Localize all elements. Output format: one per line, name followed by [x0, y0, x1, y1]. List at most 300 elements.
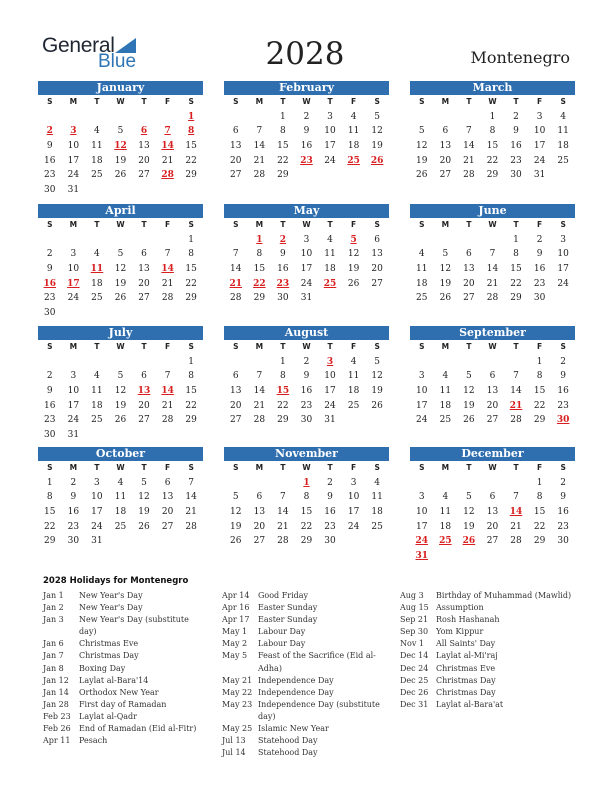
- month-header: April: [38, 204, 203, 218]
- holiday-name: Feast of the Sacrifice (Eid al-: [258, 651, 376, 661]
- holiday-name: Labour Day: [258, 627, 306, 637]
- day-cell: 13: [486, 507, 499, 518]
- day-cell: 28: [463, 170, 475, 181]
- holiday-name: Boxing Day: [79, 663, 126, 673]
- day-cell: 23: [557, 400, 569, 411]
- day-cell: 12: [439, 264, 452, 275]
- holiday-day-cell: 23: [276, 278, 290, 289]
- holiday-row: [222, 711, 384, 723]
- holiday-date: Jan 12: [43, 675, 69, 685]
- day-grid: [38, 461, 203, 549]
- day-cell: 20: [230, 400, 242, 411]
- day-cell: 10: [300, 249, 313, 260]
- day-cell: 3: [418, 371, 425, 382]
- day-cell: 13: [161, 492, 174, 503]
- weekday-label: F: [537, 220, 543, 229]
- day-cell: 19: [347, 264, 360, 275]
- day-cell: 13: [371, 249, 383, 260]
- weekday-label: S: [419, 220, 425, 229]
- day-cell: 29: [533, 415, 546, 426]
- day-cell: 20: [230, 155, 242, 166]
- day-cell: 2: [536, 234, 543, 245]
- holiday-name: Statehood Day: [258, 748, 318, 758]
- day-cell: 4: [560, 111, 567, 122]
- day-cell: 3: [536, 111, 543, 122]
- month-july: [38, 326, 203, 443]
- holiday-date: May 23: [222, 699, 253, 709]
- day-cell: 3: [560, 234, 567, 245]
- day-cell: 22: [300, 521, 313, 532]
- day-cell: 27: [439, 170, 452, 181]
- day-cell: 25: [91, 415, 103, 426]
- holiday-name: Independence Day (substitute: [258, 699, 380, 709]
- logo-text-general: General: [42, 34, 115, 57]
- day-cell: 6: [232, 371, 239, 382]
- day-cell: 19: [463, 521, 475, 532]
- day-cell: 28: [253, 170, 266, 181]
- day-cell: 21: [510, 521, 522, 532]
- holiday-row: [222, 638, 384, 650]
- generalblue-logo: [42, 34, 152, 74]
- day-cell: 12: [138, 492, 150, 503]
- day-cell: 6: [374, 234, 381, 245]
- holiday-name: Laylat al-Bara'at: [436, 699, 504, 709]
- weekday-label: T: [94, 97, 100, 106]
- day-cell: 28: [161, 415, 174, 426]
- holiday-row: [222, 687, 384, 699]
- weekday-label: S: [374, 220, 380, 229]
- day-cell: 31: [91, 536, 103, 547]
- holiday-row: [222, 699, 384, 711]
- holiday-row: [222, 614, 384, 626]
- day-cell: 26: [416, 170, 428, 181]
- empty-cell: [85, 233, 109, 248]
- weekday-label: F: [165, 97, 171, 106]
- day-cell: 7: [232, 249, 239, 260]
- day-cell: 16: [300, 386, 313, 397]
- day-cell: 16: [557, 507, 569, 518]
- empty-cell: [457, 355, 481, 370]
- holiday-name: Laylat al-Mi'raj: [436, 651, 498, 661]
- weekday-label: W: [302, 97, 311, 106]
- holiday-day-cell: 21: [509, 400, 523, 411]
- holiday-date: Aug 3: [400, 591, 424, 600]
- day-cell: 21: [463, 155, 475, 166]
- holiday-day-cell: 26: [370, 155, 384, 166]
- day-cell: 28: [510, 536, 522, 547]
- day-cell: 12: [416, 141, 428, 152]
- weekday-label: T: [280, 97, 286, 106]
- day-cell: 10: [533, 126, 546, 137]
- day-cell: 9: [303, 126, 310, 137]
- holiday-name: Independence Day: [258, 675, 334, 685]
- holiday-day-cell: 16: [43, 278, 57, 289]
- day-cell: 22: [277, 400, 289, 411]
- empty-cell: [85, 110, 109, 125]
- holiday-column: [400, 590, 572, 711]
- day-cell: 9: [46, 141, 53, 152]
- weekday-label: S: [188, 463, 194, 472]
- empty-cell: [504, 355, 528, 370]
- holiday-date: Aug 15: [400, 603, 429, 613]
- day-cell: 13: [439, 141, 452, 152]
- holiday-name: Islamic New Year: [258, 724, 329, 734]
- day-cell: 15: [533, 386, 546, 397]
- holiday-date: Sep 21: [400, 615, 429, 625]
- day-cell: 1: [536, 477, 543, 488]
- day-cell: 7: [164, 371, 171, 382]
- day-grid: [410, 218, 575, 306]
- day-cell: 28: [277, 536, 289, 547]
- holiday-name: Good Friday: [258, 591, 309, 600]
- holiday-date: Jul 13: [222, 736, 246, 746]
- holiday-date: May 5: [222, 651, 248, 661]
- holiday-row: [400, 590, 572, 602]
- holidays-title: 2028 Holidays for Montenegro: [43, 576, 189, 586]
- day-cell: 30: [44, 430, 56, 441]
- day-cell: 9: [327, 492, 333, 503]
- day-cell: 26: [371, 400, 383, 411]
- day-cell: 25: [91, 293, 103, 304]
- empty-cell: [434, 476, 458, 491]
- day-cell: 12: [114, 264, 127, 275]
- day-cell: 27: [230, 415, 242, 426]
- day-cell: 29: [185, 170, 197, 181]
- day-cell: 19: [439, 278, 452, 289]
- empty-cell: [224, 476, 248, 491]
- weekday-label: M: [69, 463, 78, 472]
- holiday-name: Pesach: [79, 736, 108, 746]
- empty-cell: [156, 355, 180, 370]
- weekday-label: T: [141, 97, 147, 106]
- day-cell: 28: [185, 521, 197, 532]
- day-cell: 11: [347, 371, 360, 382]
- weekday-label: T: [466, 463, 472, 472]
- month-header: May: [224, 204, 389, 218]
- holiday-name: Laylat al-Qadr: [79, 711, 137, 721]
- day-cell: 5: [466, 371, 472, 382]
- holiday-name: New Year's Day: [79, 603, 143, 613]
- weekday-label: S: [47, 97, 53, 106]
- day-cell: 15: [185, 264, 197, 275]
- weekday-label: M: [255, 97, 264, 106]
- day-cell: 4: [94, 371, 100, 382]
- day-cell: 26: [114, 415, 127, 426]
- day-cell: 6: [466, 249, 472, 260]
- weekday-label: S: [47, 463, 53, 472]
- day-cell: 12: [371, 371, 383, 382]
- day-cell: 25: [347, 400, 360, 411]
- day-cell: 11: [416, 264, 428, 275]
- day-cell: 5: [232, 492, 239, 503]
- holiday-column: [43, 590, 203, 747]
- holiday-name: Labour Day: [258, 639, 306, 649]
- day-grid: [410, 95, 575, 183]
- weekday-label: F: [165, 220, 171, 229]
- day-cell: 7: [256, 126, 263, 137]
- day-cell: 3: [303, 234, 310, 245]
- day-cell: 4: [442, 492, 449, 503]
- day-cell: 13: [230, 386, 242, 397]
- day-cell: 9: [46, 386, 53, 397]
- day-cell: 16: [533, 264, 546, 275]
- day-cell: 28: [510, 415, 522, 426]
- day-cell: 14: [463, 141, 475, 152]
- day-cell: 19: [230, 521, 242, 532]
- holiday-day-cell: 25: [347, 155, 360, 166]
- empty-cell: [224, 355, 248, 370]
- day-cell: 18: [347, 386, 360, 397]
- weekday-label: T: [513, 220, 519, 229]
- empty-cell: [481, 355, 505, 370]
- day-cell: 2: [513, 111, 519, 122]
- day-cell: 27: [463, 293, 475, 304]
- day-cell: 17: [324, 386, 336, 397]
- holiday-row: [400, 675, 572, 687]
- day-cell: 20: [463, 278, 475, 289]
- weekday-label: T: [513, 342, 519, 351]
- holiday-day-cell: 5: [350, 234, 357, 245]
- holiday-day-cell: 17: [67, 278, 80, 289]
- day-cell: 14: [253, 141, 266, 152]
- day-cell: 24: [67, 293, 80, 304]
- day-cell: 19: [114, 400, 127, 411]
- weekday-label: S: [419, 97, 425, 106]
- weekday-label: T: [327, 97, 333, 106]
- weekday-label: W: [116, 463, 125, 472]
- holiday-date: Dec 25: [400, 675, 429, 685]
- day-cell: 1: [513, 234, 519, 245]
- holiday-row: [222, 675, 384, 687]
- day-cell: 12: [347, 249, 360, 260]
- day-cell: 31: [67, 430, 80, 441]
- day-cell: 16: [324, 507, 336, 518]
- day-cell: 5: [141, 477, 147, 488]
- day-grid: [38, 218, 203, 321]
- empty-cell: [38, 233, 62, 248]
- holiday-day-cell: 2: [46, 126, 53, 137]
- month-april: [38, 204, 203, 321]
- empty-cell: [62, 233, 86, 248]
- holiday-date: Sep 30: [400, 627, 429, 637]
- day-cell: 24: [91, 521, 103, 532]
- day-cell: 7: [280, 492, 286, 503]
- calendar-year: 2028: [265, 36, 345, 72]
- weekday-label: W: [488, 97, 497, 106]
- day-cell: 31: [67, 185, 80, 196]
- weekday-label: F: [165, 463, 171, 472]
- day-cell: 25: [557, 155, 569, 166]
- month-header: December: [410, 447, 575, 461]
- holiday-day-cell: 22: [253, 278, 266, 289]
- day-cell: 18: [416, 278, 428, 289]
- weekday-label: F: [351, 97, 357, 106]
- day-cell: 4: [442, 371, 449, 382]
- day-cell: 10: [416, 507, 428, 518]
- day-cell: 10: [324, 371, 336, 382]
- day-cell: 13: [463, 264, 475, 275]
- day-cell: 15: [185, 386, 197, 397]
- day-cell: 9: [560, 492, 567, 503]
- day-cell: 5: [117, 249, 124, 260]
- month-header: June: [410, 204, 575, 218]
- day-cell: 20: [138, 155, 150, 166]
- day-cell: 23: [533, 278, 546, 289]
- empty-cell: [132, 355, 156, 370]
- empty-cell: [38, 355, 62, 370]
- day-cell: 2: [303, 356, 310, 367]
- day-cell: 10: [347, 492, 360, 503]
- weekday-label: W: [488, 342, 497, 351]
- day-cell: 26: [138, 521, 150, 532]
- day-cell: 31: [533, 170, 546, 181]
- day-cell: 23: [44, 170, 56, 181]
- holiday-day-cell: 1: [188, 111, 195, 122]
- day-cell: 21: [161, 155, 174, 166]
- day-cell: 11: [439, 507, 452, 518]
- empty-cell: [457, 110, 481, 125]
- day-cell: 7: [513, 492, 519, 503]
- day-cell: 1: [536, 356, 543, 367]
- empty-cell: [109, 233, 133, 248]
- day-cell: 24: [67, 170, 80, 181]
- day-cell: 8: [536, 371, 543, 382]
- day-cell: 19: [416, 155, 428, 166]
- day-cell: 28: [230, 293, 242, 304]
- month-header: July: [38, 326, 203, 340]
- weekday-label: S: [374, 342, 380, 351]
- day-cell: 3: [327, 111, 333, 122]
- day-cell: 23: [557, 521, 569, 532]
- weekday-label: S: [560, 220, 566, 229]
- day-cell: 2: [303, 111, 310, 122]
- month-october: [38, 447, 203, 549]
- day-cell: 29: [253, 293, 266, 304]
- day-cell: 14: [253, 386, 266, 397]
- day-cell: 30: [300, 415, 313, 426]
- empty-cell: [271, 476, 295, 491]
- holiday-day-cell: 7: [164, 126, 171, 137]
- holiday-row: [222, 626, 384, 638]
- day-cell: 24: [533, 155, 546, 166]
- day-cell: 24: [347, 521, 360, 532]
- empty-cell: [62, 355, 86, 370]
- day-cell: 27: [253, 536, 266, 547]
- day-cell: 10: [67, 141, 80, 152]
- day-cell: 6: [256, 492, 263, 503]
- weekday-label: T: [94, 463, 100, 472]
- day-cell: 27: [138, 170, 150, 181]
- day-cell: 30: [510, 170, 522, 181]
- day-cell: 26: [230, 536, 242, 547]
- day-cell: 17: [300, 264, 313, 275]
- empty-cell: [410, 110, 434, 125]
- day-cell: 22: [185, 155, 197, 166]
- holiday-date: Jan 8: [43, 663, 64, 673]
- day-cell: 22: [185, 278, 197, 289]
- day-cell: 4: [94, 249, 100, 260]
- day-grid: [410, 461, 575, 564]
- day-cell: 8: [188, 249, 195, 260]
- day-cell: 6: [141, 249, 147, 260]
- day-cell: 30: [533, 293, 546, 304]
- empty-cell: [410, 233, 434, 248]
- weekday-label: W: [116, 342, 125, 351]
- day-cell: 8: [188, 371, 195, 382]
- empty-cell: [434, 110, 458, 125]
- empty-cell: [481, 476, 505, 491]
- day-cell: 22: [533, 400, 546, 411]
- empty-cell: [248, 110, 272, 125]
- day-cell: 30: [44, 308, 56, 319]
- day-cell: 21: [161, 400, 174, 411]
- weekday-label: M: [255, 342, 264, 351]
- day-cell: 16: [300, 141, 313, 152]
- day-cell: 29: [300, 536, 313, 547]
- day-cell: 28: [486, 293, 499, 304]
- day-cell: 20: [253, 521, 266, 532]
- day-cell: 27: [371, 278, 383, 289]
- month-header: October: [38, 447, 203, 461]
- day-cell: 11: [557, 126, 569, 137]
- day-cell: 1: [188, 356, 195, 367]
- day-cell: 24: [416, 415, 428, 426]
- empty-cell: [248, 355, 272, 370]
- day-cell: 6: [489, 371, 496, 382]
- holiday-row: [43, 723, 203, 735]
- holiday-day-cell: 14: [509, 507, 523, 518]
- holiday-name: Yom Kippur: [436, 627, 484, 637]
- day-cell: 18: [439, 521, 452, 532]
- weekday-label: S: [374, 463, 380, 472]
- holiday-row: [43, 711, 203, 723]
- holiday-row: [400, 626, 572, 638]
- day-cell: 31: [300, 293, 313, 304]
- holiday-day-cell: 15: [276, 386, 290, 397]
- weekday-label: M: [69, 97, 78, 106]
- day-cell: 1: [188, 234, 195, 245]
- holiday-row: [222, 590, 384, 602]
- weekday-label: W: [488, 463, 497, 472]
- day-cell: 13: [230, 141, 242, 152]
- day-cell: 5: [374, 111, 381, 122]
- empty-cell: [410, 355, 434, 370]
- weekday-label: W: [116, 220, 125, 229]
- holiday-day-cell: 3: [70, 126, 77, 137]
- day-cell: 7: [466, 126, 472, 137]
- month-november: [224, 447, 389, 549]
- day-cell: 6: [489, 492, 496, 503]
- day-cell: 6: [164, 477, 171, 488]
- holiday-date: Jan 28: [43, 699, 69, 709]
- weekday-label: S: [188, 220, 194, 229]
- day-cell: 22: [277, 155, 289, 166]
- holiday-date: May 2: [222, 639, 248, 649]
- day-cell: 29: [486, 170, 499, 181]
- day-cell: 30: [324, 536, 336, 547]
- holiday-row: [400, 650, 572, 662]
- holiday-date: Jan 14: [43, 687, 69, 697]
- day-cell: 18: [371, 507, 383, 518]
- holiday-row: [43, 675, 203, 687]
- holiday-day-cell: 25: [439, 536, 452, 547]
- day-grid: [224, 461, 389, 549]
- weekday-label: F: [537, 463, 543, 472]
- weekday-label: T: [141, 220, 147, 229]
- month-may: [224, 204, 389, 306]
- day-cell: 27: [138, 415, 150, 426]
- day-cell: 26: [463, 415, 475, 426]
